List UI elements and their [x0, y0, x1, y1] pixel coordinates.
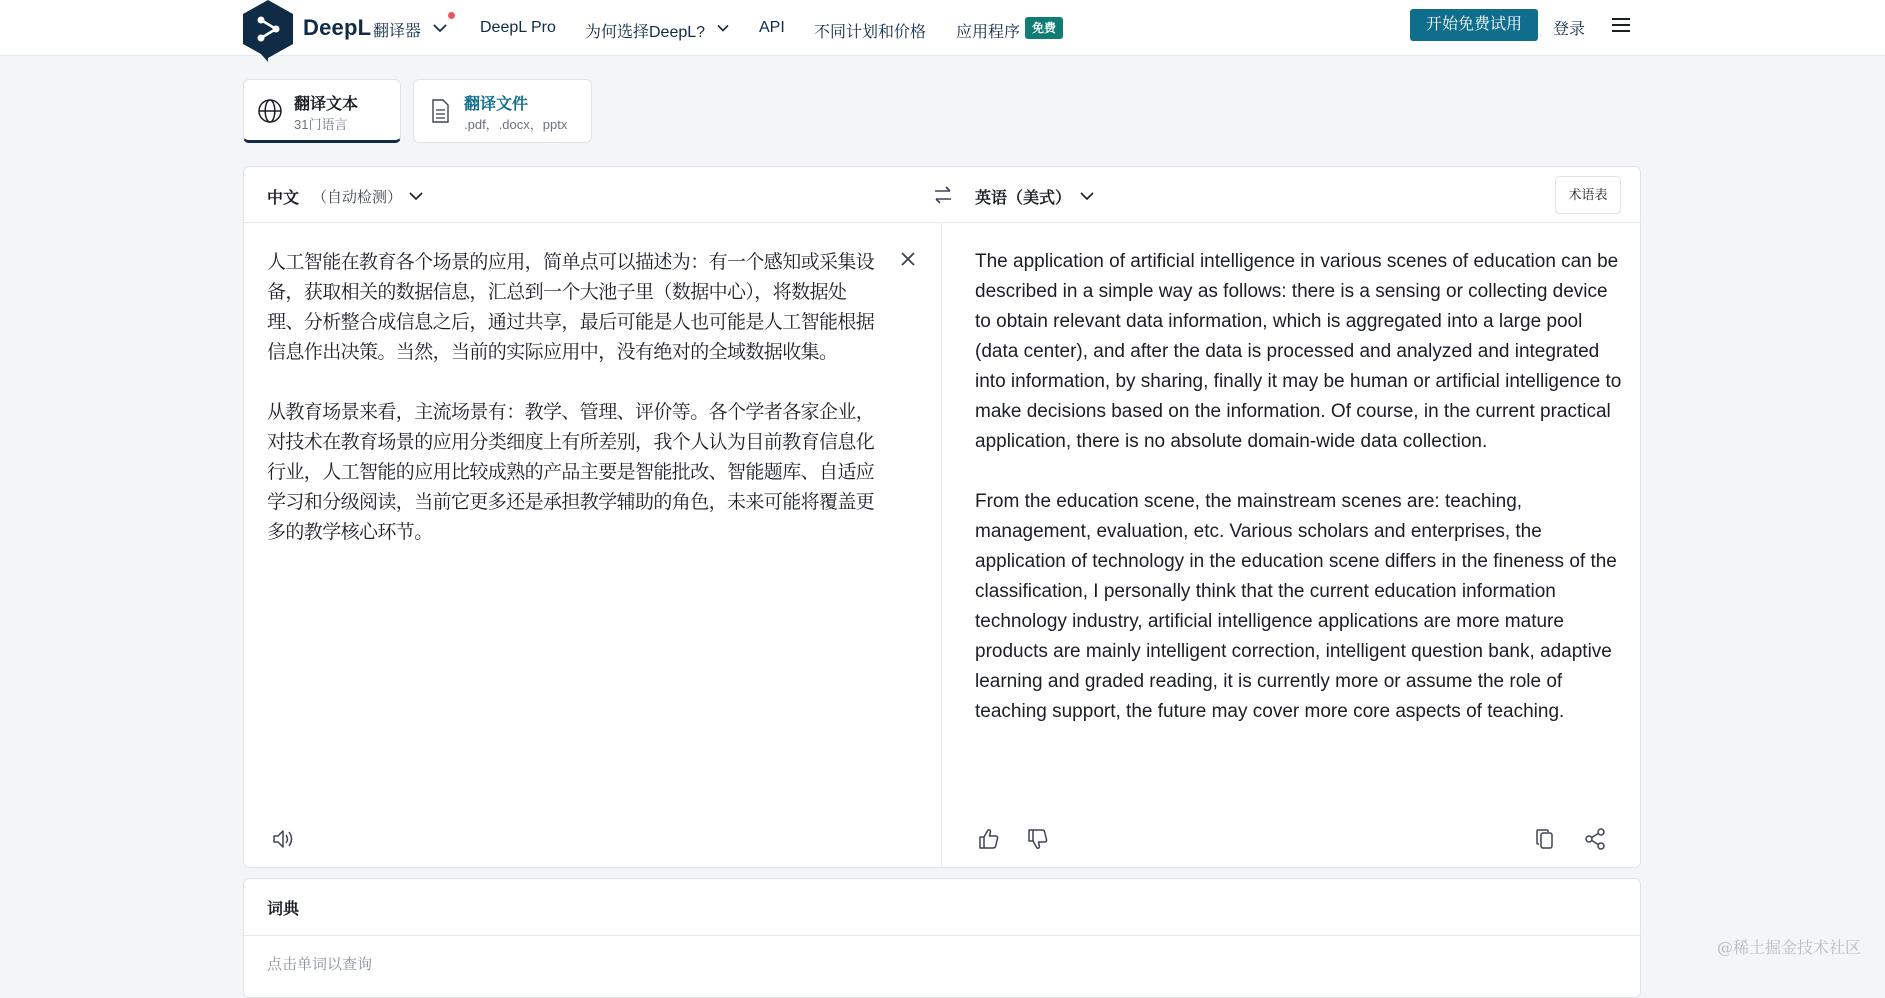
- chevron-down-icon[interactable]: [716, 21, 730, 35]
- dictionary-hint: 点击单词以查询: [267, 956, 373, 973]
- deepl-logo-icon[interactable]: [241, 0, 295, 62]
- nav-pricing[interactable]: 不同计划和价格: [814, 24, 927, 41]
- speaker-icon[interactable]: [268, 825, 296, 853]
- start-free-trial-button[interactable]: 开始免费试用: [1410, 9, 1538, 41]
- notification-dot: [448, 12, 455, 19]
- watermark-text: @稀土掘金技术社区: [1717, 938, 1862, 957]
- dictionary-panel: [243, 878, 1641, 998]
- auto-detect-label[interactable]: （自动检测）: [312, 189, 403, 206]
- dictionary-title: 词典: [267, 901, 300, 918]
- tab-title: 翻译文本: [294, 96, 359, 113]
- globe-icon: [257, 98, 283, 124]
- source-text-input[interactable]: 人工智能在教育各个场景的应用，简单点可以描述为：有一个感知或采集设备，获取相关的数据信息，汇总到一个大池子里（数据中心），将数据处理、分析整合成信息之后，通过共享，最后可能是人也可能是人工智能根据信息作出决策。当然，当前的实际应用中，没有绝对的全域数据收集。 从教育场景来看，主流场景有：教学、管理、评价等。各个学者各家企业，对技术在教育场景的应用分类细度上有所差别，我个人认为目前教育信息化行业，人工智能的应用比较成熟的产品主要是智能批改、智能题库、自适应学习和分级阅读，当前它更多还是承担教学辅助的角色，未来可能将覆盖更多的教学核心环节。: [267, 251, 875, 543]
- copy-icon[interactable]: [1532, 825, 1560, 853]
- panel-divider: [941, 223, 942, 869]
- brand-subtitle[interactable]: 翻译器: [373, 23, 422, 40]
- translator-panel: [243, 166, 1641, 868]
- target-language-select[interactable]: 英语（美式）: [975, 190, 1072, 207]
- source-language-select[interactable]: 中文: [267, 190, 300, 207]
- tab-subtitle: 31门语言: [294, 117, 348, 132]
- chevron-down-icon[interactable]: [1078, 187, 1096, 205]
- thumbs-up-icon[interactable]: [975, 825, 1003, 853]
- translation-output: The application of artificial intelligence in various scenes of education can be described in a simple way as follows: there is a sensing or collecting device to obtain relevant data information, which is aggregated into a large pool (data center), and after the data is processed and analyzed and integrated into information, by sharing, finally it may be human or artificial intelligence to make decisions based on the information. Of course, in the current practical application, there is no absolute domain-wide data collection. From the education scene, the mainstream scenes are: teaching, management, evaluation, etc. Various scholars and enterprises, the application of technology in the education scene differs in the fineness of the classification, I personally think that the current education information technology industry, artificial intelligence applications are more mature products are mainly intelligent correction, intelligent question bank, adaptive learning and graded reading, it is currently more or assume the role of teaching support, the future may cover more core aspects of teaching.: [975, 251, 1622, 722]
- language-bar: [244, 167, 1642, 223]
- thumbs-down-icon[interactable]: [1024, 825, 1052, 853]
- close-icon[interactable]: [898, 249, 918, 269]
- tab-title: 翻译文件: [464, 96, 529, 113]
- document-icon: [427, 98, 453, 124]
- nav-why-deepl[interactable]: 为何选择DeepL?: [585, 24, 706, 41]
- nav-api[interactable]: API: [759, 19, 785, 36]
- login-link[interactable]: 登录: [1553, 21, 1586, 38]
- tab-translate-files[interactable]: [413, 79, 592, 143]
- free-badge: 免费: [1025, 17, 1063, 39]
- chevron-down-icon[interactable]: [407, 187, 425, 205]
- tab-subtitle: .pdf，.docx，pptx: [464, 117, 568, 132]
- glossary-button[interactable]: 术语表: [1555, 176, 1621, 214]
- nav-apps[interactable]: 应用程序: [956, 24, 1021, 41]
- tab-translate-text[interactable]: [243, 79, 401, 143]
- top-navigation-bar: [0, 0, 1885, 56]
- hamburger-menu-icon[interactable]: [1611, 15, 1631, 35]
- dictionary-divider: [244, 935, 1642, 936]
- nav-deepl-pro[interactable]: DeepL Pro: [480, 19, 556, 36]
- chevron-down-icon[interactable]: [431, 19, 449, 37]
- brand-name[interactable]: DeepL: [303, 15, 372, 40]
- share-icon[interactable]: [1581, 825, 1609, 853]
- swap-languages-icon[interactable]: [931, 183, 955, 207]
